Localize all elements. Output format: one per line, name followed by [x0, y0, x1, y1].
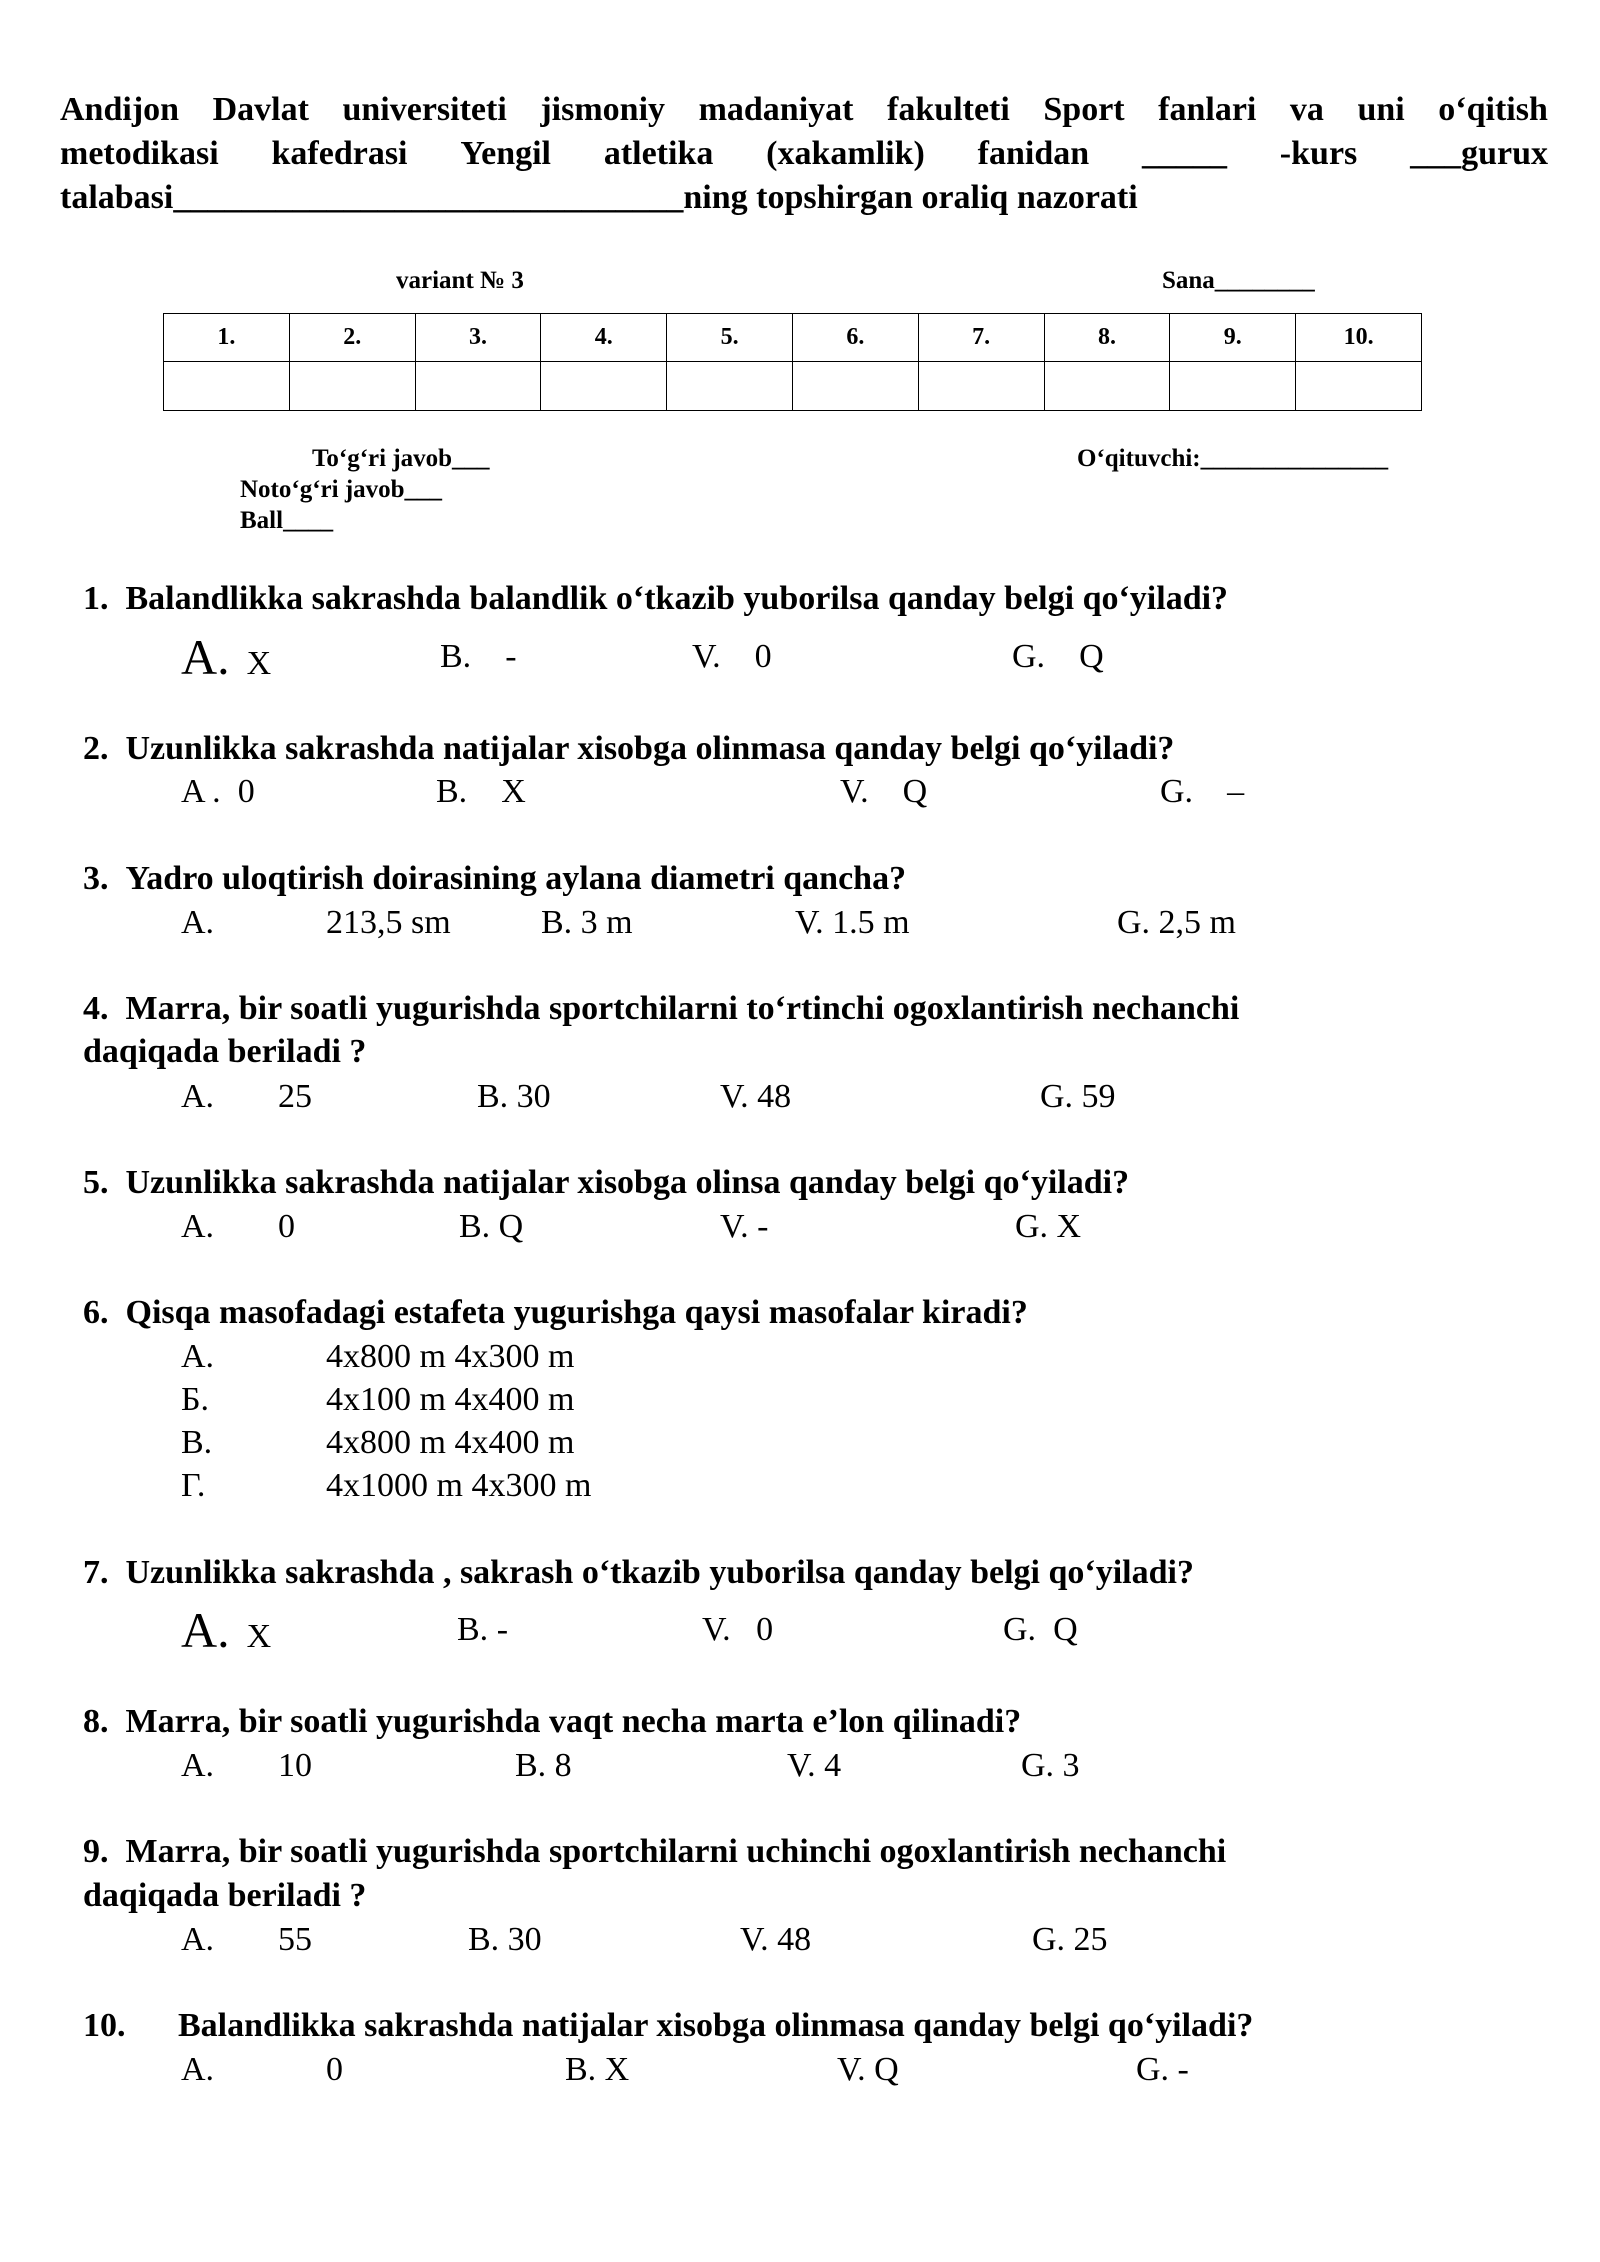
- teacher-field[interactable]: O‘qituvchi:_______________: [1077, 445, 1389, 472]
- option-b[interactable]: B. -: [440, 638, 517, 675]
- answer-table: [163, 313, 1422, 411]
- date-field[interactable]: Sana________: [1162, 267, 1315, 294]
- option-a-value: 4x800 m 4x300 m: [326, 1338, 575, 1375]
- header-word: -kurs: [1279, 135, 1358, 172]
- question-number: 5.: [83, 1164, 109, 1201]
- question-2: [83, 730, 1174, 768]
- option-v[interactable]: V. 1.5 m: [795, 904, 910, 941]
- option-v[interactable]: В.: [181, 1424, 213, 1461]
- header-word: madaniyat: [698, 91, 854, 128]
- question-3: [83, 860, 906, 898]
- question-text: Uzunlikka sakrashda natijalar xisobga olinmasa qanday belgi qo‘yiladi?: [125, 730, 1175, 767]
- option-b[interactable]: Б.: [181, 1381, 210, 1418]
- option-b-value: 4x100 m 4x400 m: [326, 1381, 575, 1418]
- question-number: 1.: [83, 580, 109, 617]
- answer-table-header: 10.: [1296, 314, 1422, 362]
- option-v[interactable]: V. 0: [692, 638, 772, 675]
- answer-table-header: 4.: [541, 314, 667, 362]
- question-6: [83, 1294, 1028, 1332]
- variant-label: variant № 3: [396, 267, 524, 294]
- question-1: [83, 580, 1228, 618]
- option-g[interactable]: G. -: [1136, 2051, 1189, 2088]
- option-b[interactable]: B. Q: [459, 1208, 524, 1245]
- question-number: 8.: [83, 1703, 109, 1740]
- option-b[interactable]: B. 3 m: [541, 904, 633, 941]
- option-a[interactable]: A.: [181, 2051, 215, 2088]
- option-b[interactable]: B. 8: [515, 1747, 572, 1784]
- header-word: Davlat: [212, 91, 309, 128]
- question-text: Marra, bir soatli yugurishda vaqt necha marta e’lon qilinadi?: [125, 1703, 1022, 1740]
- option-v[interactable]: V. Q: [840, 773, 928, 810]
- option-a-value: 10: [278, 1747, 312, 1784]
- header-word: (xakamlik): [766, 135, 925, 172]
- correct-count-field[interactable]: To‘g‘ri javob___: [312, 445, 490, 472]
- question-text: Uzunlikka sakrashda natijalar xisobga olinsa qanday belgi qo‘yiladi?: [125, 1164, 1130, 1201]
- question-10: Balandlikka sakrashda natijalar xisobga olinmasa qanday belgi qo‘yiladi?: [178, 2007, 1254, 2044]
- answer-table-header: 2.: [289, 314, 415, 362]
- header-line-3: [60, 176, 1548, 220]
- option-a-value: 25: [278, 1078, 312, 1115]
- option-b[interactable]: B. 30: [477, 1078, 551, 1115]
- answer-cell[interactable]: [667, 362, 793, 411]
- question-number: 6.: [83, 1294, 109, 1331]
- question-9: [83, 1833, 1226, 1871]
- option-a[interactable]: A. X: [181, 629, 272, 685]
- answer-table-answer-row: [164, 362, 1422, 411]
- option-a-value: 0: [278, 1208, 295, 1245]
- option-v[interactable]: V. 48: [720, 1078, 792, 1115]
- question-text: Qisqa masofadagi estafeta yugurishga qaysi masofalar kiradi?: [125, 1294, 1028, 1331]
- question-number: 7.: [83, 1554, 109, 1591]
- course-blank[interactable]: _____: [1141, 135, 1227, 172]
- question-text: Uzunlikka sakrashda , sakrash o‘tkazib yuborilsa qanday belgi qo‘yiladi?: [125, 1554, 1194, 1591]
- header-word: atletika: [603, 135, 714, 172]
- question-5: [83, 1164, 1129, 1202]
- option-g[interactable]: G. 2,5 m: [1117, 904, 1236, 941]
- header-line-1: [60, 88, 1548, 132]
- header-word: fanidan: [977, 135, 1090, 172]
- option-a[interactable]: A . 0: [181, 773, 255, 810]
- header-word: fakulteti: [887, 91, 1010, 128]
- answer-table-header-row: [164, 314, 1422, 362]
- question-7: [83, 1554, 1194, 1592]
- option-b[interactable]: B. -: [457, 1611, 509, 1648]
- answer-cell[interactable]: [289, 362, 415, 411]
- option-g[interactable]: G. 25: [1032, 1921, 1108, 1958]
- option-a-value: 55: [278, 1921, 312, 1958]
- incorrect-count-field[interactable]: Noto‘g‘ri javob___: [240, 476, 443, 503]
- header-word: va: [1289, 91, 1324, 128]
- answer-cell[interactable]: [164, 362, 290, 411]
- option-v-value: 4x800 m 4x400 m: [326, 1424, 575, 1461]
- question-text: Marra, bir soatli yugurishda sportchilarni to‘rtinchi ogoxlantirish nechanchi: [125, 990, 1240, 1027]
- answer-cell[interactable]: [415, 362, 541, 411]
- answer-cell[interactable]: [1044, 362, 1170, 411]
- question-text: Yadro uloqtirish doirasining aylana diametri qancha?: [125, 860, 907, 897]
- header-word: fanlari: [1158, 91, 1257, 128]
- question-number: 4.: [83, 990, 109, 1027]
- question-number: 3.: [83, 860, 109, 897]
- header-word: Sport: [1043, 91, 1125, 128]
- option-a[interactable]: A.: [181, 1921, 215, 1958]
- option-a[interactable]: A.: [181, 1747, 215, 1784]
- option-v[interactable]: V. Q: [837, 2051, 899, 2088]
- header-word: jismoniy: [540, 91, 666, 128]
- option-a[interactable]: A. X: [181, 1602, 272, 1658]
- option-a[interactable]: A.: [181, 1208, 215, 1245]
- option-g[interactable]: G. Q: [1012, 638, 1104, 675]
- header-word: o‘qitish: [1438, 91, 1548, 128]
- question-number: 2.: [83, 730, 109, 767]
- option-g-value: 4x1000 m 4x300 m: [326, 1467, 592, 1504]
- header-word: uni: [1357, 91, 1405, 128]
- option-v[interactable]: V. 4: [787, 1747, 842, 1784]
- option-g[interactable]: G. X: [1015, 1208, 1082, 1245]
- header-word: kafedrasi: [271, 135, 408, 172]
- answer-table-header: 9.: [1170, 314, 1296, 362]
- question-9-continued: daqiqada beriladi ?: [83, 1877, 367, 1914]
- question-text: Marra, bir soatli yugurishda sportchilarni uchinchi ogoxlantirish nechanchi: [125, 1833, 1227, 1870]
- answer-cell[interactable]: [541, 362, 667, 411]
- option-b[interactable]: B. X: [565, 2051, 630, 2088]
- question-number: 9.: [83, 1833, 109, 1870]
- option-a[interactable]: A.: [181, 904, 215, 941]
- answer-table-header: 8.: [1044, 314, 1170, 362]
- group-blank[interactable]: ___gurux: [1410, 135, 1548, 172]
- answer-cell[interactable]: [918, 362, 1044, 411]
- document-header: [60, 88, 1548, 220]
- answer-table-header: 1.: [164, 314, 290, 362]
- header-word: universiteti: [342, 91, 507, 128]
- option-g[interactable]: Г.: [181, 1467, 206, 1504]
- answer-table-header: 3.: [415, 314, 541, 362]
- answer-table-header: 5.: [667, 314, 793, 362]
- answer-cell[interactable]: [1170, 362, 1296, 411]
- question-8: [83, 1703, 1021, 1741]
- answer-cell[interactable]: [1296, 362, 1422, 411]
- question-4: [83, 990, 1239, 1028]
- question-4-continued: daqiqada beriladi ?: [83, 1033, 367, 1070]
- option-v[interactable]: V. -: [720, 1208, 769, 1245]
- option-v[interactable]: V. 0: [702, 1611, 774, 1648]
- option-a[interactable]: A.: [181, 1078, 215, 1115]
- question-10-number: 10.: [83, 2007, 126, 2044]
- header-word: Yengil: [460, 135, 551, 172]
- option-g[interactable]: G. 3: [1021, 1747, 1080, 1784]
- header-word: metodikasi: [60, 135, 219, 172]
- option-v[interactable]: V. 48: [740, 1921, 812, 1958]
- answer-table-header: 7.: [918, 314, 1044, 362]
- option-g[interactable]: G. –: [1160, 773, 1245, 810]
- header-word: ning topshirgan oraliq nazorati: [683, 179, 1138, 216]
- option-a-value: 0: [326, 2051, 343, 2088]
- answer-table-header: 6.: [792, 314, 918, 362]
- option-a[interactable]: A.: [181, 1338, 215, 1375]
- option-g[interactable]: G. Q: [1003, 1611, 1078, 1648]
- option-b[interactable]: B. 30: [468, 1921, 542, 1958]
- student-name-blank[interactable]: talabasi______________________________: [60, 179, 684, 216]
- answer-cell[interactable]: [792, 362, 918, 411]
- header-word: Andijon: [60, 91, 180, 128]
- score-field[interactable]: Ball____: [240, 507, 334, 534]
- option-b[interactable]: B. X: [436, 773, 526, 810]
- option-g[interactable]: G. 59: [1040, 1078, 1116, 1115]
- question-text: Balandlikka sakrashda balandlik o‘tkazib yuborilsa qanday belgi qo‘yiladi?: [125, 580, 1229, 617]
- option-a-value: 213,5 sm: [326, 904, 451, 941]
- header-line-2: [60, 132, 1548, 176]
